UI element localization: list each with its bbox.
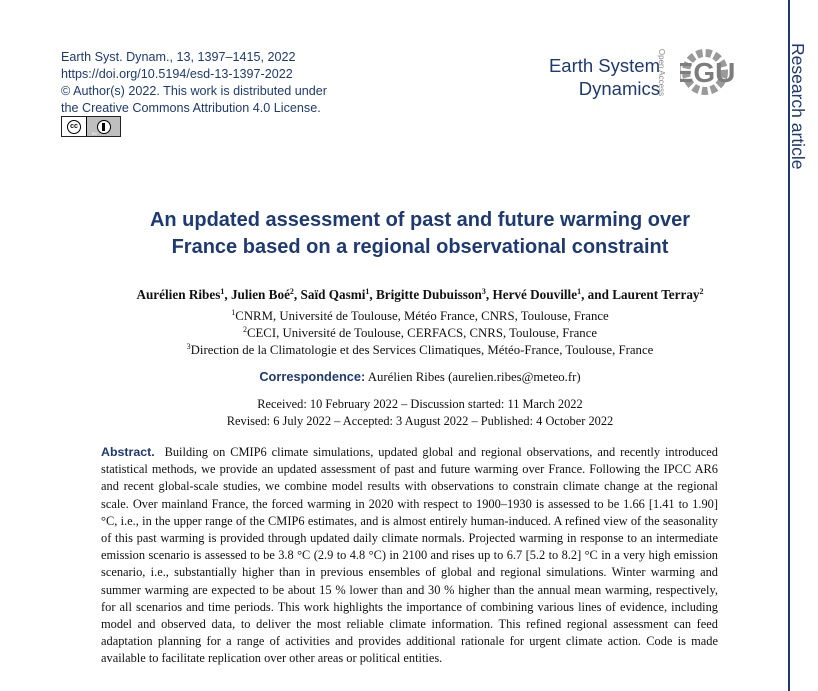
article-type-label: Research article <box>788 43 808 170</box>
author-list <box>60 287 780 303</box>
author-name[interactable]: Brigitte Dubuisson <box>375 287 482 302</box>
cc-by-badge[interactable] <box>61 116 121 137</box>
journal-name-line2: Dynamics <box>578 78 660 99</box>
affiliation <box>60 343 780 358</box>
journal-name-line1: Earth System <box>548 55 660 76</box>
open-access-text: Open Access <box>657 48 667 97</box>
author-affil-num: 1 <box>365 287 370 296</box>
published-dates: Revised: 6 July 2022 – Accepted: 3 August 2022 – Published: 4 October 2022 <box>226 414 614 428</box>
author-affil-num: 2 <box>289 287 294 296</box>
abstract-label: Abstract. <box>101 445 155 459</box>
cc-icon: cc <box>62 117 86 136</box>
title-line: France based on a regional observational constraint <box>171 236 669 258</box>
egu-logo-icon <box>680 42 762 102</box>
author-separator: , <box>224 287 231 302</box>
citation-block <box>61 49 327 117</box>
author-name[interactable]: Hervé Douville <box>492 287 578 302</box>
author-separator: , <box>369 287 376 302</box>
correspondence-email[interactable]: Aurélien Ribes (aurelien.ribes@meteo.fr) <box>367 370 581 384</box>
copyright-line: © Author(s) 2022. This work is distributed under <box>61 84 327 98</box>
received-dates: Received: 10 February 2022 – Discussion started: 11 March 2022 <box>257 397 583 411</box>
title-line: An updated assessment of past and future warming over <box>149 209 691 231</box>
author-affil-num: 2 <box>699 287 704 296</box>
author-affil-num: 3 <box>481 287 486 296</box>
citation-line: Earth Syst. Dynam., 13, 1397–1415, 2022 <box>61 50 296 64</box>
journal-name <box>520 54 660 100</box>
egu-logo <box>680 42 762 102</box>
correspondence <box>60 369 780 385</box>
author-affil-num: 1 <box>220 287 225 296</box>
affiliation <box>60 309 780 324</box>
affiliation-num: 1 <box>231 308 236 317</box>
affiliation-text: CECI, Université de Toulouse, CERFACS, CNRS, Toulouse, France <box>246 326 598 340</box>
article-type-sidebar <box>780 0 818 691</box>
affiliation-text: CNRM, Université de Toulouse, Météo France, CNRS, Toulouse, France <box>235 309 609 323</box>
author-separator: , and <box>581 287 613 302</box>
author-name[interactable]: Julien Boé <box>230 287 290 302</box>
affiliation <box>60 326 780 341</box>
author-separator: , <box>293 287 301 302</box>
author-affil-num: 1 <box>577 287 582 296</box>
doi-link[interactable]: https://doi.org/10.5194/esd-13-1397-2022 <box>61 67 293 81</box>
license-line[interactable]: the Creative Commons Attribution 4.0 License. <box>61 101 321 115</box>
egu-logo-text: EGU <box>680 57 736 88</box>
cc-badge-by-text: BY <box>92 131 98 136</box>
author-name[interactable]: Saïd Qasmi <box>300 287 366 302</box>
paper-title <box>60 207 780 261</box>
affiliation-num: 2 <box>242 325 247 334</box>
abstract <box>101 444 718 668</box>
abstract-text: Building on CMIP6 climate simulations, updated global and regional observations, and recently introduced statistical methods, we provide an updated assessment of past and future warming over France. Following the IPCC AR6 and recent global-scale studies, we combine model results with observations to constrain climate change at the regional scale. Over mainland France, the forced warming in 2020 with respect to 1900–1930 is assessed to be 1.66 [1.41 to 1.90] °C, i.e., in the upper range of the CMIP6 estimates, and is almost entirely human-induced. A refined view of the seasonality of this past warming is provided through updated daily climate normals. Projected warming in response to an intermediate emission scenario is assessed to be 3.8 °C (2.9 to 4.8 °C) in 2100 and rises up to 6.7 [5.2 to 8.2] °C in a very high emission scenario, i.e., substantially higher than in previous ensembles of global and regional simulations. Winter warming and summer warming are expected to be about 15 % lower than and 30 % higher than the annual mean warming, respectively, for all scenarios and time periods. This work highlights the importance of combining various lines of evidence, including model and observed data, to deliver the most reliable climate information. This refined regional assessment can feed adaptation planning for a range of activities and provides additional rationale for urgent climate action. Code is made available to facilitate replication over other areas or political entities. <box>101 445 718 666</box>
correspondence-label: Correspondence: <box>259 369 366 384</box>
affiliation-text: Direction de la Climatologie et des Services Climatiques, Météo-France, Toulouse, France <box>190 343 654 357</box>
affiliation-num: 3 <box>186 342 191 351</box>
author-separator: , <box>485 287 493 302</box>
open-access-label <box>657 46 674 104</box>
author-name[interactable]: Laurent Terray <box>612 287 700 302</box>
author-name[interactable]: Aurélien Ribes <box>136 287 221 302</box>
